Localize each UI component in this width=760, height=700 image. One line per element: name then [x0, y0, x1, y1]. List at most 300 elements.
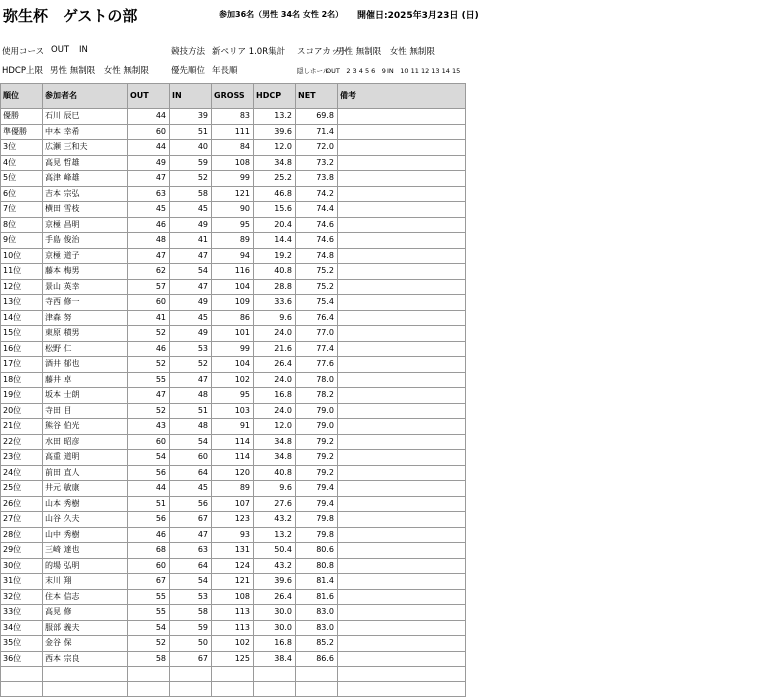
method-label: 競技方法: [171, 47, 206, 57]
gross-cell: 108: [212, 155, 254, 171]
out-cell: 62: [128, 264, 170, 280]
out-cell: 60: [128, 434, 170, 450]
table-row: [1, 155, 466, 171]
table-row: [1, 496, 466, 512]
hdcp-cell: 20.4: [254, 217, 296, 233]
net-cell: 74.8: [296, 248, 338, 264]
in-cell: 51: [170, 403, 212, 419]
in-cell: 54: [170, 574, 212, 590]
empty-cell: [212, 682, 254, 697]
gross-cell: 111: [212, 124, 254, 140]
name-cell: 山中 秀樹: [43, 527, 128, 543]
table-row: [1, 450, 466, 466]
net-cell: 79.2: [296, 465, 338, 481]
gross-cell: 93: [212, 527, 254, 543]
rank-cell: 30位: [1, 558, 43, 574]
hdcp-cell: 27.6: [254, 496, 296, 512]
net-cell: 79.8: [296, 512, 338, 528]
net-cell: 79.2: [296, 450, 338, 466]
name-cell: 東原 積男: [43, 326, 128, 342]
gross-cell: 113: [212, 605, 254, 621]
net-cell: 75.2: [296, 279, 338, 295]
gross-cell: 121: [212, 574, 254, 590]
table-row: [1, 326, 466, 342]
participant-count: 参加36名（男性 34名 女性 2名）: [219, 10, 344, 19]
table-row: [1, 558, 466, 574]
net-cell: 74.4: [296, 202, 338, 218]
empty-cell: [128, 682, 170, 697]
hdcp-cell: 28.8: [254, 279, 296, 295]
hdcp-cell: 34.8: [254, 434, 296, 450]
rank-cell: 21位: [1, 419, 43, 435]
table-header-row: [1, 84, 466, 109]
net-cell: 71.4: [296, 124, 338, 140]
hidden-holes-out: OUT 2 3 4 5 6 9: [326, 67, 386, 75]
rank-cell: 20位: [1, 403, 43, 419]
remarks-cell: [338, 419, 466, 435]
net-cell: 85.2: [296, 636, 338, 652]
out-cell: 67: [128, 574, 170, 590]
out-cell: 45: [128, 202, 170, 218]
course-in: IN: [79, 45, 88, 55]
out-cell: 47: [128, 171, 170, 187]
out-cell: 56: [128, 512, 170, 528]
remarks-cell: [338, 651, 466, 667]
hidden-holes-label: 隠しホール: [297, 67, 330, 75]
col-header-name: 参加者名: [43, 84, 128, 109]
table-row: [1, 341, 466, 357]
table-row: [1, 295, 466, 311]
remarks-cell: [338, 388, 466, 404]
hdcp-cell: 38.4: [254, 651, 296, 667]
net-cell: 78.0: [296, 372, 338, 388]
table-row: [1, 651, 466, 667]
out-cell: 46: [128, 341, 170, 357]
name-cell: 京極 昌明: [43, 217, 128, 233]
name-cell: 的場 弘明: [43, 558, 128, 574]
in-cell: 56: [170, 496, 212, 512]
name-cell: 広瀬 三和夫: [43, 140, 128, 156]
table-row: [1, 481, 466, 497]
hdcp-cell: 15.6: [254, 202, 296, 218]
priority-label: 優先順位: [171, 66, 206, 76]
rank-cell: 25位: [1, 481, 43, 497]
out-cell: 63: [128, 186, 170, 202]
in-cell: 48: [170, 419, 212, 435]
hdcp-cell: 12.0: [254, 140, 296, 156]
rank-cell: 18位: [1, 372, 43, 388]
remarks-cell: [338, 589, 466, 605]
empty-cell: [254, 667, 296, 682]
remarks-cell: [338, 372, 466, 388]
empty-cell: [1, 667, 43, 682]
hdcp-cell: 9.6: [254, 481, 296, 497]
rank-cell: 19位: [1, 388, 43, 404]
name-cell: 三崎 達也: [43, 543, 128, 559]
in-cell: 47: [170, 279, 212, 295]
in-cell: 41: [170, 233, 212, 249]
net-cell: 81.4: [296, 574, 338, 590]
out-cell: 52: [128, 403, 170, 419]
remarks-cell: [338, 109, 466, 125]
in-cell: 54: [170, 434, 212, 450]
rank-cell: 27位: [1, 512, 43, 528]
remarks-cell: [338, 341, 466, 357]
name-cell: 手島 俊治: [43, 233, 128, 249]
gross-cell: 91: [212, 419, 254, 435]
table-row: [1, 357, 466, 373]
rank-cell: 29位: [1, 543, 43, 559]
remarks-cell: [338, 264, 466, 280]
in-cell: 63: [170, 543, 212, 559]
rank-cell: 14位: [1, 310, 43, 326]
name-cell: 藤本 梅男: [43, 264, 128, 280]
empty-cell: [1, 682, 43, 697]
col-header-remarks: 備考: [338, 84, 466, 109]
name-cell: 景山 英幸: [43, 279, 128, 295]
hdcp-cell: 39.6: [254, 124, 296, 140]
in-cell: 49: [170, 295, 212, 311]
out-cell: 49: [128, 155, 170, 171]
out-cell: 56: [128, 465, 170, 481]
out-cell: 43: [128, 419, 170, 435]
out-cell: 52: [128, 326, 170, 342]
gross-cell: 95: [212, 388, 254, 404]
hdcp-cell: 43.2: [254, 558, 296, 574]
out-cell: 52: [128, 636, 170, 652]
name-cell: 服部 義夫: [43, 620, 128, 636]
hdcp-cell: 19.2: [254, 248, 296, 264]
rank-cell: 32位: [1, 589, 43, 605]
gross-cell: 104: [212, 279, 254, 295]
table-row: [1, 605, 466, 621]
name-cell: 水田 昭彦: [43, 434, 128, 450]
net-cell: 80.8: [296, 558, 338, 574]
in-cell: 52: [170, 171, 212, 187]
hdcp-cell: 50.4: [254, 543, 296, 559]
table-row: [1, 310, 466, 326]
empty-cell: [296, 682, 338, 697]
in-cell: 53: [170, 341, 212, 357]
empty-cell: [296, 667, 338, 682]
empty-cell: [212, 667, 254, 682]
out-cell: 55: [128, 589, 170, 605]
gross-cell: 123: [212, 512, 254, 528]
out-cell: 60: [128, 124, 170, 140]
remarks-cell: [338, 155, 466, 171]
net-cell: 74.6: [296, 217, 338, 233]
in-cell: 45: [170, 310, 212, 326]
remarks-cell: [338, 574, 466, 590]
empty-cell: [43, 682, 128, 697]
out-cell: 46: [128, 527, 170, 543]
empty-cell: [128, 667, 170, 682]
remarks-cell: [338, 295, 466, 311]
gross-cell: 124: [212, 558, 254, 574]
gross-cell: 94: [212, 248, 254, 264]
net-cell: 77.4: [296, 341, 338, 357]
name-cell: 松野 仁: [43, 341, 128, 357]
in-cell: 54: [170, 264, 212, 280]
rank-cell: 35位: [1, 636, 43, 652]
name-cell: 前田 直人: [43, 465, 128, 481]
hdcp-cell: 46.8: [254, 186, 296, 202]
rank-cell: 3位: [1, 140, 43, 156]
rank-cell: 9位: [1, 233, 43, 249]
net-cell: 77.0: [296, 326, 338, 342]
empty-cell: [254, 682, 296, 697]
table-row: [1, 372, 466, 388]
name-cell: 坂本 士朗: [43, 388, 128, 404]
method-value: 新ペリア 1.0R集計: [212, 47, 286, 57]
rank-cell: 31位: [1, 574, 43, 590]
net-cell: 79.8: [296, 527, 338, 543]
out-cell: 44: [128, 109, 170, 125]
name-cell: 高見 修: [43, 605, 128, 621]
out-cell: 55: [128, 372, 170, 388]
remarks-cell: [338, 512, 466, 528]
hdcp-cell: 26.4: [254, 357, 296, 373]
in-cell: 47: [170, 248, 212, 264]
name-cell: 石川 辰巳: [43, 109, 128, 125]
gross-cell: 108: [212, 589, 254, 605]
name-cell: 高見 哲雄: [43, 155, 128, 171]
remarks-cell: [338, 434, 466, 450]
rank-cell: 優勝: [1, 109, 43, 125]
in-cell: 59: [170, 155, 212, 171]
table-row: [1, 636, 466, 652]
gross-cell: 114: [212, 434, 254, 450]
in-cell: 49: [170, 326, 212, 342]
table-row: [1, 109, 466, 125]
name-cell: 寺田 目: [43, 403, 128, 419]
remarks-cell: [338, 357, 466, 373]
net-cell: 78.2: [296, 388, 338, 404]
net-cell: 72.0: [296, 140, 338, 156]
hdcp-cell: 30.0: [254, 620, 296, 636]
out-cell: 41: [128, 310, 170, 326]
remarks-cell: [338, 496, 466, 512]
name-cell: 山本 秀樹: [43, 496, 128, 512]
page-title: 弥生杯 ゲストの部: [3, 7, 138, 25]
table-row: [1, 202, 466, 218]
name-cell: 住本 信志: [43, 589, 128, 605]
score-cut-label: スコアカット: [297, 47, 348, 57]
remarks-cell: [338, 543, 466, 559]
remarks-cell: [338, 450, 466, 466]
hidden-holes-in: IN 10 11 12 13 14 15: [387, 67, 461, 75]
empty-row: [1, 682, 466, 697]
col-header-hdcp: HDCP: [254, 84, 296, 109]
in-cell: 53: [170, 589, 212, 605]
in-cell: 58: [170, 605, 212, 621]
remarks-cell: [338, 636, 466, 652]
rank-cell: 33位: [1, 605, 43, 621]
hdcp-cell: 14.4: [254, 233, 296, 249]
in-cell: 39: [170, 109, 212, 125]
course-out: OUT: [51, 45, 70, 55]
out-cell: 47: [128, 248, 170, 264]
remarks-cell: [338, 481, 466, 497]
net-cell: 74.6: [296, 233, 338, 249]
hdcp-cell: 25.2: [254, 171, 296, 187]
gross-cell: 84: [212, 140, 254, 156]
net-cell: 83.0: [296, 605, 338, 621]
gross-cell: 104: [212, 357, 254, 373]
out-cell: 60: [128, 558, 170, 574]
table-row: [1, 264, 466, 280]
rank-cell: 13位: [1, 295, 43, 311]
gross-cell: 102: [212, 636, 254, 652]
gross-cell: 86: [212, 310, 254, 326]
in-cell: 40: [170, 140, 212, 156]
col-header-out: OUT: [128, 84, 170, 109]
out-cell: 55: [128, 605, 170, 621]
in-cell: 67: [170, 512, 212, 528]
hdcp-cell: 9.6: [254, 310, 296, 326]
in-cell: 59: [170, 620, 212, 636]
name-cell: 横田 雪枝: [43, 202, 128, 218]
net-cell: 79.0: [296, 419, 338, 435]
hdcp-cell: 16.8: [254, 388, 296, 404]
table-row: [1, 465, 466, 481]
hdcp-cell: 33.6: [254, 295, 296, 311]
out-cell: 44: [128, 140, 170, 156]
gross-cell: 120: [212, 465, 254, 481]
table-row: [1, 620, 466, 636]
hdcp-cell: 26.4: [254, 589, 296, 605]
score-cut-value: 男性 無制限 女性 無制限: [336, 47, 435, 57]
hdcp-cell: 16.8: [254, 636, 296, 652]
in-cell: 45: [170, 202, 212, 218]
remarks-cell: [338, 186, 466, 202]
out-cell: 44: [128, 481, 170, 497]
table-row: [1, 419, 466, 435]
gross-cell: 99: [212, 341, 254, 357]
remarks-cell: [338, 620, 466, 636]
gross-cell: 116: [212, 264, 254, 280]
name-cell: 西本 宗良: [43, 651, 128, 667]
rank-cell: 11位: [1, 264, 43, 280]
hdcp-cell: 43.2: [254, 512, 296, 528]
remarks-cell: [338, 248, 466, 264]
table-row: [1, 434, 466, 450]
table-row: [1, 574, 466, 590]
out-cell: 54: [128, 450, 170, 466]
empty-cell: [338, 682, 466, 697]
remarks-cell: [338, 140, 466, 156]
net-cell: 79.4: [296, 496, 338, 512]
table-row: [1, 512, 466, 528]
net-cell: 80.6: [296, 543, 338, 559]
remarks-cell: [338, 310, 466, 326]
gross-cell: 89: [212, 233, 254, 249]
net-cell: 69.8: [296, 109, 338, 125]
name-cell: 寺西 修一: [43, 295, 128, 311]
gross-cell: 90: [212, 202, 254, 218]
hdcp-value: 男性 無制限 女性 無制限: [50, 66, 149, 76]
gross-cell: 109: [212, 295, 254, 311]
table-row: [1, 140, 466, 156]
gross-cell: 103: [212, 403, 254, 419]
gross-cell: 107: [212, 496, 254, 512]
event-date: 開催日:2025年3月23日 (日): [357, 11, 479, 21]
table-row: [1, 589, 466, 605]
table-row: [1, 186, 466, 202]
col-header-gross: GROSS: [212, 84, 254, 109]
net-cell: 75.2: [296, 264, 338, 280]
empty-row: [1, 667, 466, 682]
gross-cell: 99: [212, 171, 254, 187]
in-cell: 67: [170, 651, 212, 667]
table-row: [1, 543, 466, 559]
rank-cell: 6位: [1, 186, 43, 202]
in-cell: 47: [170, 372, 212, 388]
rank-cell: 4位: [1, 155, 43, 171]
table-row: [1, 388, 466, 404]
table-row: [1, 403, 466, 419]
remarks-cell: [338, 326, 466, 342]
name-cell: 末川 翔: [43, 574, 128, 590]
name-cell: 山谷 久夫: [43, 512, 128, 528]
table-row: [1, 124, 466, 140]
net-cell: 74.2: [296, 186, 338, 202]
rank-cell: 準優勝: [1, 124, 43, 140]
net-cell: 79.0: [296, 403, 338, 419]
gross-cell: 125: [212, 651, 254, 667]
in-cell: 60: [170, 450, 212, 466]
out-cell: 52: [128, 357, 170, 373]
name-cell: 吉本 宗弘: [43, 186, 128, 202]
gross-cell: 121: [212, 186, 254, 202]
gross-cell: 95: [212, 217, 254, 233]
out-cell: 54: [128, 620, 170, 636]
remarks-cell: [338, 171, 466, 187]
hdcp-cell: 40.8: [254, 465, 296, 481]
priority-value: 年長順: [212, 66, 238, 76]
hdcp-cell: 21.6: [254, 341, 296, 357]
hdcp-cell: 34.8: [254, 155, 296, 171]
hdcp-cell: 34.8: [254, 450, 296, 466]
in-cell: 64: [170, 558, 212, 574]
net-cell: 81.6: [296, 589, 338, 605]
name-cell: 高津 峰雄: [43, 171, 128, 187]
rank-cell: 5位: [1, 171, 43, 187]
name-cell: 熊谷 伯光: [43, 419, 128, 435]
in-cell: 48: [170, 388, 212, 404]
in-cell: 47: [170, 527, 212, 543]
out-cell: 58: [128, 651, 170, 667]
gross-cell: 114: [212, 450, 254, 466]
name-cell: 高重 道明: [43, 450, 128, 466]
in-cell: 58: [170, 186, 212, 202]
hdcp-cell: 40.8: [254, 264, 296, 280]
col-header-in: IN: [170, 84, 212, 109]
in-cell: 50: [170, 636, 212, 652]
out-cell: 51: [128, 496, 170, 512]
rank-cell: 10位: [1, 248, 43, 264]
col-header-net: NET: [296, 84, 338, 109]
remarks-cell: [338, 527, 466, 543]
hdcp-cell: 13.2: [254, 527, 296, 543]
name-cell: 中本 幸希: [43, 124, 128, 140]
net-cell: 73.8: [296, 171, 338, 187]
out-cell: 47: [128, 388, 170, 404]
net-cell: 79.4: [296, 481, 338, 497]
net-cell: 86.6: [296, 651, 338, 667]
table-row: [1, 171, 466, 187]
hdcp-cell: 12.0: [254, 419, 296, 435]
